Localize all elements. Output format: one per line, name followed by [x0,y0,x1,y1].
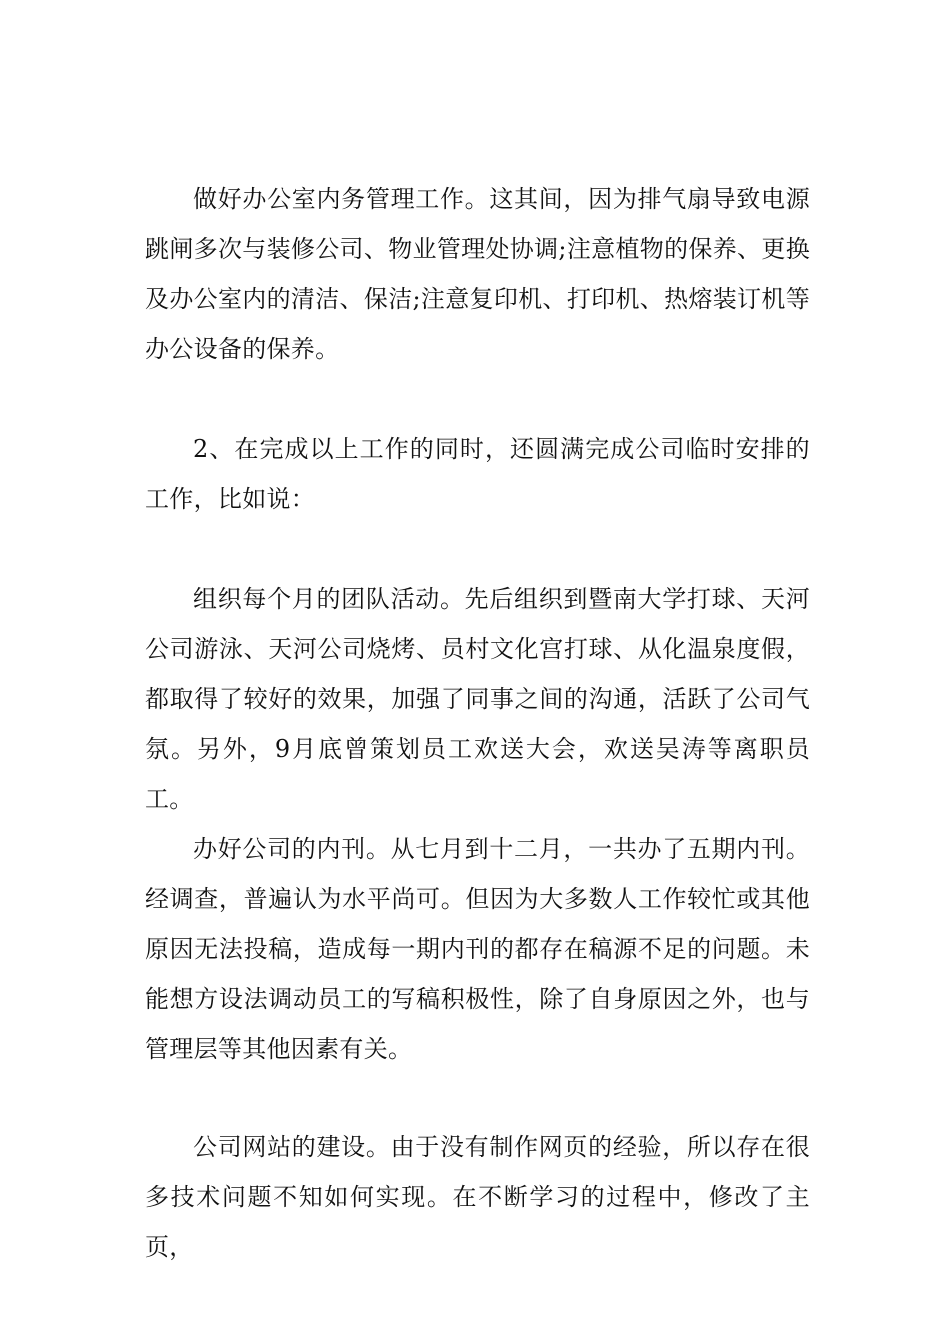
paragraph-internal-magazine: 办好公司的内刊。从七月到十二月，一共办了五期内刊。经调查，普遍认为水平尚可。但因为大多数人工作较忙或其他原因无法投稿，造成每一期内刊的都存在稿源不足的问题。未能想方设法调动员工的写稿积极性，除了自身原因之外，也与管理层等其他因素有关。 [145,835,810,1063]
paragraph-website-construction: 公司网站的建设。由于没有制作网页的经验，所以存在很多技术问题不知如何实现。在不断学习的过程中，修改了主页， [145,1133,810,1261]
paragraph-team-activities: 组织每个月的团队活动。先后组织到暨南大学打球、天河公司游泳、天河公司烧烤、员村文化宫打球、从化温泉度假，都取得了较好的效果，加强了同事之间的沟通，活跃了公司气氛。另外，9月底曾策划员工欢送大会，欢送吴涛等离职员工。 [145,585,810,813]
paragraph-office-management: 做好办公室内务管理工作。这其间，因为排气扇导致电源跳闸多次与装修公司、物业管理处协调;注意植物的保养、更换及办公室内的清洁、保洁;注意复印机、打印机、热熔装订机等办公设备的保养。 [145,185,810,363]
paragraph-temporary-tasks: 2、在完成以上工作的同时，还圆满完成公司临时安排的工作，比如说： [145,435,810,513]
